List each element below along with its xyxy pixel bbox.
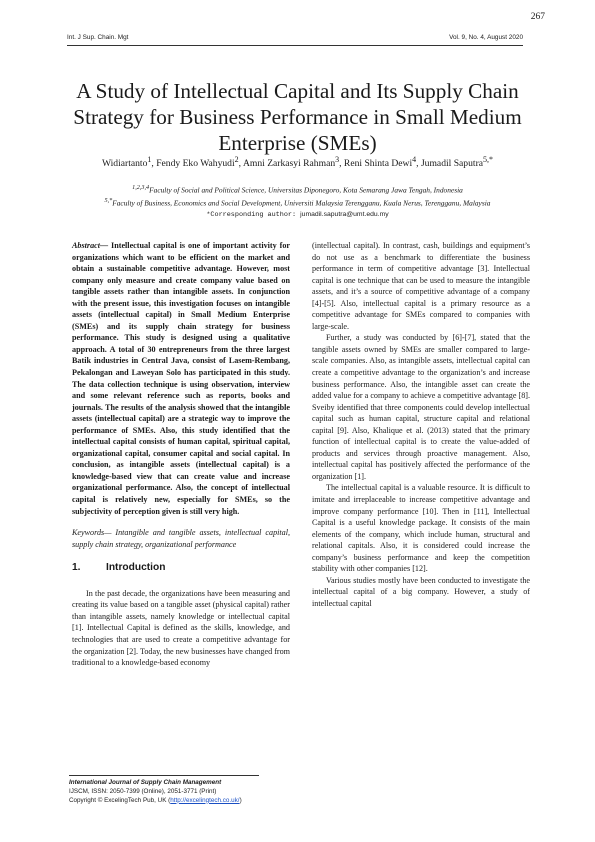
author-list: Widiartanto$^1$, Fendy Eko Wahyudi$^2$, Amni Zarkasyi Rahman$^3$, Reni Shinta Dewi$^4$, Jumadil Saputra$^{5,*}$ [101, 155, 494, 170]
footer-rule [69, 775, 259, 776]
paragraph: In the past decade, the organizations have been measuring and creating its value based on a tangible asset (physical capital) rather than intangible assets, namely knowledge or intellectual capital [1]. Intellectual Capital is defined as the skills, knowledge, and technologies that are used to create a competitive advantage for the organization [2]. Today, the new businesses have changed from traditional to a knowledge-based economy [72, 588, 290, 668]
author: Widiartanto [101, 158, 148, 170]
author-sup: 3 [335, 155, 340, 164]
left-column [72, 240, 290, 669]
keywords [72, 527, 290, 550]
author-sup: 1 [147, 155, 152, 164]
author: Reni Shinta Dewi [343, 158, 413, 170]
abstract [72, 240, 290, 517]
footer-copyright: Copyright © ExcelingTech Pub, UK (http://excelingtech.co.uk/) [69, 796, 242, 804]
paper-title: A Study of Intellectual Capital and Its Supply Chain Strategy for Business Performance in Small Medium Enterprise (SMEs) [73, 79, 522, 156]
author-sup: 5,* [483, 155, 494, 164]
publisher-link[interactable]: http://excelingtech.co.uk/ [170, 796, 240, 804]
footer-journal: International Journal of Supply Chain Management [69, 779, 222, 786]
header-volume: Vol. 9, No. 4, August 2020 [449, 34, 523, 41]
footer-issn: IJSCM, ISSN: 2050-7399 (Online), 2051-3771 (Print) [69, 787, 217, 795]
paragraph: (intellectual capital). In contrast, cash, buildings and equipment’s do not use as a benchmark to differentiate the business performance in term of competitive advantage [3]. Intellectual capital is one technique that can be used to measure the intangible assets, and it’s a source of competitive advantage of a company [4]-[5]. Also, intellectual capital is a primary resource as a competitive advantage for SMEs compared to companies with large-scale. [312, 241, 530, 331]
abstract-text: Intellectual capital is one of important activity for organizations which want to be efficient on the market and obtain a sustainable competitive advantage. However, most company only measure and create company value based on tangible assets rather than intangible assets. In conjunction with the present issue, this investigation focuses on intangible assets (intellectual capital) in Small Medium Enterprise (SMEs) and its supply chain strategy for business performance. This study is designed using a qualitative approach. A total of 30 entrepreneurs from the three largest Batik industries in Central Java, consist of Lasem-Rembang, Pekalongan and Laweyan Solo has participated in this study. The data collection technique is using observation, interview and some relevant reference such as reports, books and journals. The results of the analysis showed that the intangible assets (intellectual capital) are a strategic way to improve the performance of SMEs. Also, this study identified that the intellectual capital consists of human capital, spiritual capital, organizational capital, consumer capital and social capital. In conclusion, as intangible assets (intellectual capital) is a knowledge-based view that can create value and increase organizational performance. Also, the concept of intellectual capital is relatively new, especially for SMEs, so the subjectivity of perception given is still very high. [72, 241, 290, 516]
paragraph: Further, a study was conducted by [6]-[7], stated that the tangible assets owned by SMEs are smaller compared to large-scale companies. Also, as intangible assets, intellectual capital can create a competitive advantage to the organization’s and increase business performance. Also, the intangible asset can create the added value for a company to achieve a competitive advantage [8]. Sveiby identified that three components could develop intellectual capital such as human capital, structure capital and relational capital [9]. Also, Khalique et al. (2013) stated that the primary function of intellectual capital is to create the value-added of products and services through proactive management. Also, intellectual capital has positively affected the performance of the organization [1]. [312, 333, 530, 481]
keywords-label: Keywords— [72, 528, 112, 538]
page-footer [69, 775, 334, 805]
author: Fendy Eko Wahyudi [156, 158, 235, 170]
corresponding-author: *Corresponding author: jumadil.saputra@umt.edu.my [206, 211, 389, 220]
author: Jumadil Saputra [420, 158, 484, 170]
header-journal: Int. J Sup. Chain. Mgt [67, 34, 129, 41]
author-sup: 2 [234, 155, 239, 164]
section-heading-introduction: 1. Introduction [72, 562, 166, 574]
running-header [67, 34, 523, 46]
affiliation-1: $^{1,2,3,4}$Faculty of Social and Political Science, Universitas Diponegoro, Kota Semarang Jawa Tengah, Indonesia [132, 185, 463, 195]
abstract-label: Abstract— [72, 241, 109, 250]
right-column [312, 240, 530, 610]
paragraph: Various studies mostly have been conducted to investigate the intellectual capital of a big company. However, a study of intellectual capital [312, 575, 530, 608]
corresponding-email: jumadil.saputra@umt.edu.my [300, 211, 389, 219]
paragraph: The intellectual capital is a valuable resource. It is difficult to imitate and irreplaceable to increase competitive advantage and improve company performance [10]. Then in [11], Intellectual Capital is a useful knowledge package. It consists of the main elements of the company, which include human, structural and relational capitals. Also, it is considered could increase the company’s business performance and keep the competition stability with other companies [12]. [312, 483, 530, 574]
author: Amni Zarkasyi Rahman [242, 158, 336, 170]
page-number: 267 [530, 12, 545, 22]
affiliations [60, 183, 535, 222]
keywords-text: Intangible and tangible assets, intellectual capital, supply chain strategy, organizational performance [72, 528, 290, 549]
author-sup: 4 [412, 155, 417, 164]
affiliation-2: $^{5,*}$Faculty of Business, Economics and Social Development, Universiti Malaysia Terengganu, Kuala Nerus, Terengganu, Malaysia [104, 198, 491, 208]
